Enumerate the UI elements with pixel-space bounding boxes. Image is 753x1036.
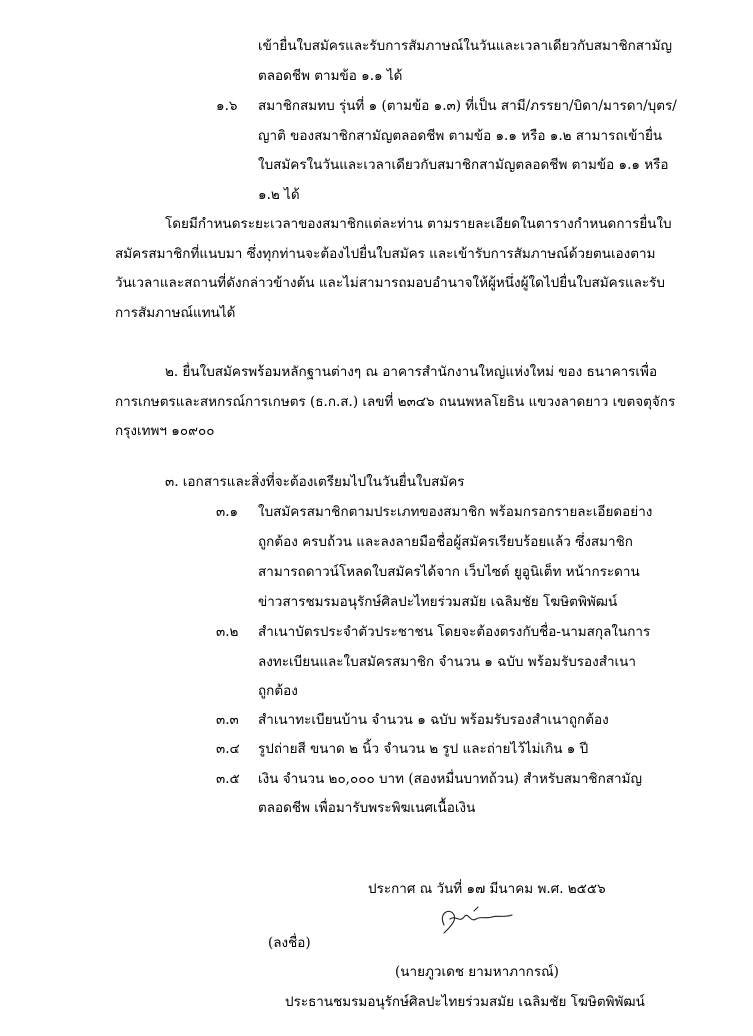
schedule-paragraph-line-2: สมัครสมาชิกที่แนบมา ซึ่งทุกท่านจะต้องไปยื่นใบสมัคร และเข้ารับการสัมภาษณ์ด้วยตนเองตาม	[115, 246, 656, 262]
continuation-line-2: ตลอดชีพ ตามข้อ ๑.๑ ได้	[258, 68, 403, 84]
signer-name: (นายภูวเดช ยามหาภากรณ์)	[395, 964, 559, 980]
item-3-2-line-2: ลงทะเบียนและใบสมัครสมาชิก จำนวน ๑ ฉบับ พร้อมรับรองสำเนา	[258, 654, 636, 670]
item-3-1-number: ๓.๑	[216, 504, 239, 520]
handwritten-signature	[430, 903, 525, 939]
item-1-6-line-4: ๑.๒ ได้	[258, 187, 300, 203]
signed-label: (ลงชื่อ)	[268, 935, 311, 951]
section-2-line-2: การเกษตรและสหกรณ์การเกษตร (ธ.ก.ส.) เลขที่ ๒๓๔๖ ถนนพหลโยธิน แขวงลาดยาว เขตจตุจักร	[115, 394, 676, 410]
section-3-heading: ๓. เอกสารและสิ่งที่จะต้องเตรียมไปในวันยื่นใบสมัคร	[165, 474, 465, 490]
item-3-3-line-1: สำเนาทะเบียนบ้าน จำนวน ๑ ฉบับ พร้อมรับรองสำเนาถูกต้อง	[258, 712, 609, 728]
item-3-3-number: ๓.๓	[216, 712, 239, 728]
item-1-6-line-1: สมาชิกสมทบ รุ่นที่ ๑ (ตามข้อ ๑.๓) ที่เป็น สามี/ภรรยา/บิดา/มารดา/บุตร/	[258, 98, 677, 114]
signer-title: ประธานชมรมอนุรักษ์ศิลปะไทยร่วมสมัย เฉลิมชัย โฆษิตพิพัฒน์	[285, 994, 645, 1010]
item-3-1-line-3: สามารถดาวน์โหลดใบสมัครได้จาก เว็บไซต์ ยูอูนิเต็ท หน้ากระดาน	[258, 564, 640, 580]
section-2-line-1: ๒. ยื่นใบสมัครพร้อมหลักฐานต่างๆ ณ อาคารสำนักงานใหญ่แห่งใหม่ ของ ธนาคารเพื่อ	[165, 364, 658, 380]
item-3-1-line-4: ข่าวสารชมรมอนุรักษ์ศิลปะไทยร่วมสมัย เฉลิมชัย โฆษิตพิพัฒน์	[258, 594, 618, 610]
item-1-6-line-3: ใบสมัครในวันและเวลาเดียวกับสมาชิกสามัญตลอดชีพ ตามข้อ ๑.๑ หรือ	[258, 157, 669, 173]
item-3-2-number: ๓.๒	[216, 624, 239, 640]
item-3-4-line-1: รูปถ่ายสี ขนาด ๒ นิ้ว จำนวน ๒ รูป และถ่ายไว้ไม่เกิน ๑ ปี	[258, 741, 589, 757]
schedule-paragraph-line-4: การสัมภาษณ์แทนได้	[115, 305, 236, 321]
schedule-paragraph-line-3: วันเวลาและสถานที่ดังกล่าวข้างต้น และไม่สามารถมอบอำนาจให้ผู้หนึ่งผู้ใดไปยื่นใบสมัครและรับ	[115, 275, 665, 291]
item-3-5-line-1: เงิน จำนวน ๒๐,๐๐๐ บาท (สองหมื่นบาทถ้วน) สำหรับสมาชิกสามัญ	[258, 771, 642, 787]
item-3-2-line-1: สำเนาบัตรประจำตัวประชาชน โดยจะต้องตรงกับชื่อ-นามสกุลในการ	[258, 624, 651, 640]
item-3-1-line-2: ถูกต้อง ครบถ้วน และลงลายมือชื่อผู้สมัครเรียบร้อยแล้ว ซึ่งสมาชิก	[258, 534, 633, 550]
item-3-4-number: ๓.๔	[216, 741, 240, 757]
section-2-line-3: กรุงเทพฯ ๑๐๙๐๐	[115, 423, 215, 439]
item-1-6-number: ๑.๖	[216, 98, 238, 114]
item-3-5-line-2: ตลอดชีพ เพื่อมารับพระพิฆเนศเนื้อเงิน	[258, 800, 476, 816]
schedule-paragraph-line-1: โดยมีกำหนดระยะเวลาของสมาชิกแต่ละท่าน ตามรายละเอียดในตารางกำหนดการยื่นใบ	[165, 216, 672, 232]
item-3-1-line-1: ใบสมัครสมาชิกตามประเภทของสมาชิก พร้อมกรอกรายละเอียดอย่าง	[258, 504, 653, 520]
item-3-5-number: ๓.๕	[216, 771, 240, 787]
item-1-6-line-2: ญาติ ของสมาชิกสามัญตลอดชีพ ตามข้อ ๑.๑ หรือ ๑.๒ สามารถเข้ายื่น	[258, 128, 663, 144]
continuation-line-1: เข้ายื่นใบสมัครและรับการสัมภาษณ์ในวันและเวลาเดียวกับสมาชิกสามัญ	[258, 38, 673, 54]
item-3-2-line-3: ถูกต้อง	[258, 683, 298, 699]
announcement-date: ประกาศ ณ วันที่ ๑๗ มีนาคม พ.ศ. ๒๕๕๖	[368, 881, 606, 897]
